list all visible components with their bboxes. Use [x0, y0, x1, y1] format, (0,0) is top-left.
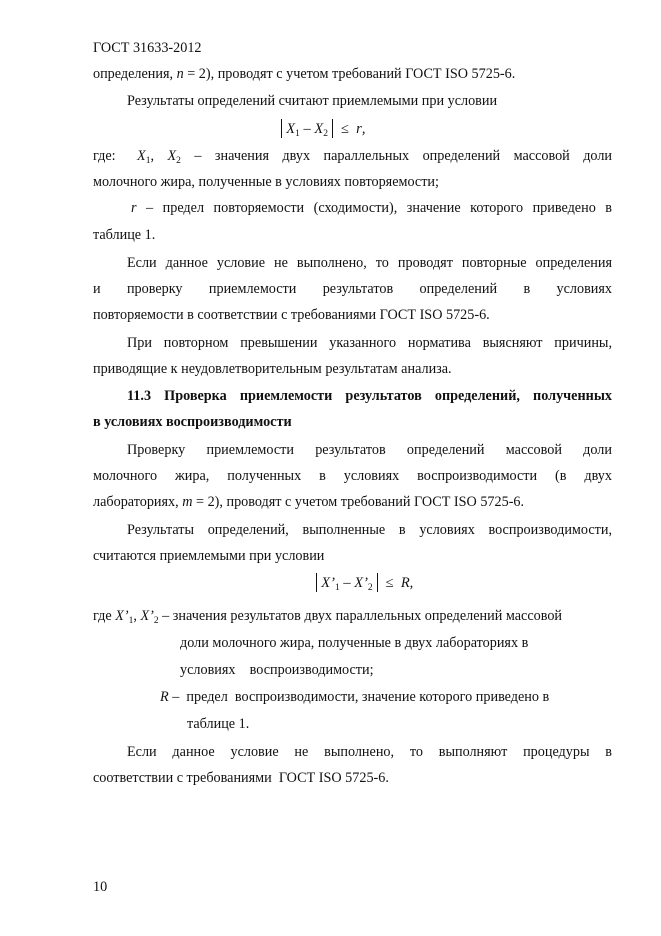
sub: 1	[128, 616, 134, 626]
var: R	[400, 575, 410, 591]
var: X’	[354, 575, 368, 591]
text: повторяемости в соответствии с требованиями ГОСТ ISO 5725-6.	[93, 307, 490, 323]
var: r	[131, 200, 137, 216]
sub: 1	[295, 129, 300, 139]
var: R	[160, 689, 169, 705]
paragraph-line	[127, 94, 497, 108]
paragraph-line	[131, 201, 612, 215]
text: – значения двух параллельных определений массовой доли	[180, 148, 613, 164]
var: X	[137, 148, 146, 164]
page-footer	[93, 880, 107, 894]
text: условиях воспроизводимости;	[180, 662, 374, 678]
paragraph-line	[93, 175, 439, 189]
paragraph-line	[93, 362, 452, 376]
text: ,	[133, 608, 141, 624]
punct: ,	[409, 575, 414, 591]
abs-bar-left	[281, 119, 282, 138]
formula-repeatability	[277, 119, 365, 138]
op: ≤	[340, 121, 349, 137]
text: Результаты определений, выполненные в условиях воспроизводимости,	[127, 522, 612, 538]
op: –	[299, 121, 315, 137]
paragraph-line	[93, 228, 155, 242]
var: X’	[140, 608, 154, 624]
paragraph-line	[127, 256, 612, 270]
text: где	[93, 608, 116, 624]
text: доли молочного жира, полученные в двух лабораториях в	[180, 635, 529, 651]
paragraph-line	[93, 282, 612, 296]
var: X	[286, 121, 296, 137]
sub: 2	[323, 129, 329, 139]
abs-bar-right	[332, 119, 333, 138]
sub: 2	[176, 156, 181, 166]
var: X’	[321, 575, 335, 591]
paragraph-line	[93, 495, 524, 509]
var: X’	[115, 608, 129, 624]
standard-code: ГОСТ 31633-2012	[93, 40, 202, 56]
text: – предел повторяемости (сходимости), значение которого приведено в	[136, 200, 612, 216]
text: молочного жира, полученных в условиях воспроизводимости (в двух	[93, 468, 612, 484]
text: ,	[150, 148, 168, 164]
paragraph-line	[180, 663, 374, 677]
op: ≤	[385, 575, 394, 591]
op: –	[339, 575, 355, 591]
paragraph-line	[93, 308, 490, 322]
var: X	[314, 121, 324, 137]
paragraph-line	[160, 690, 549, 704]
text: таблице 1.	[187, 716, 250, 732]
variable-m: m	[182, 494, 193, 510]
text: Проверку приемлемости результатов определений массовой доли	[127, 442, 612, 458]
punct: ,	[361, 121, 366, 137]
heading-text: 11.3 Проверка приемлемости результатов определений, полученных	[127, 388, 612, 404]
paragraph-line	[93, 469, 612, 483]
var: X	[167, 148, 177, 164]
text: определения,	[93, 66, 177, 82]
heading-text: в условиях воспроизводимости	[93, 414, 292, 430]
paragraph-line	[180, 636, 528, 650]
sub: 1	[334, 583, 340, 593]
text: приводящие к неудовлетворительным результатам анализа.	[93, 361, 452, 377]
paragraph-line	[93, 771, 389, 785]
text: считаются приемлемыми при условии	[93, 548, 325, 564]
text: Если данное условие не выполнено, то выполняют процедуры в	[127, 744, 612, 760]
sub: 2	[153, 616, 159, 626]
sub: 1	[145, 156, 151, 166]
text: соответствии с требованиями ГОСТ ISO 5725-6.	[93, 770, 389, 786]
paragraph-line	[187, 717, 249, 731]
section-heading	[127, 389, 612, 403]
var: r	[356, 121, 362, 137]
text: При повторном превышении указанного норматива выясняют причины,	[127, 335, 612, 351]
where-line	[93, 148, 613, 166]
section-heading	[93, 415, 292, 429]
text: = 2), проводят с учетом требований ГОСТ ISO 5725-6.	[192, 494, 525, 510]
text: и проверку приемлемости результатов определений в условиях	[93, 281, 612, 297]
text: лабораториях,	[93, 494, 183, 510]
page-number: 10	[93, 879, 108, 895]
sub: 2	[367, 583, 373, 593]
paragraph-line	[127, 745, 612, 759]
paragraph-line	[127, 336, 612, 350]
text: Результаты определений считают приемлемыми при условии	[127, 93, 498, 109]
abs-bar-left	[316, 573, 317, 592]
text: Если данное условие не выполнено, то проводят повторные определения	[127, 255, 612, 271]
text: молочного жира, полученные в условиях повторяемости;	[93, 174, 439, 190]
document-header	[93, 41, 202, 55]
text: – предел воспроизводимости, значение которого приведено в	[168, 689, 550, 705]
paragraph-line	[127, 443, 612, 457]
text: = 2), проводят с учетом требований ГОСТ ISO 5725-6.	[183, 66, 516, 82]
where-line	[93, 608, 563, 626]
variable-n: n	[176, 66, 184, 82]
abs-bar-right	[377, 573, 378, 592]
formula-reproducibility	[312, 573, 413, 592]
paragraph-line	[93, 67, 515, 81]
text: – значения результатов двух параллельных определений массовой	[158, 608, 563, 624]
paragraph-line	[93, 549, 324, 563]
text: таблице 1.	[93, 227, 156, 243]
paragraph-line	[127, 523, 612, 537]
text: где:	[93, 148, 116, 164]
